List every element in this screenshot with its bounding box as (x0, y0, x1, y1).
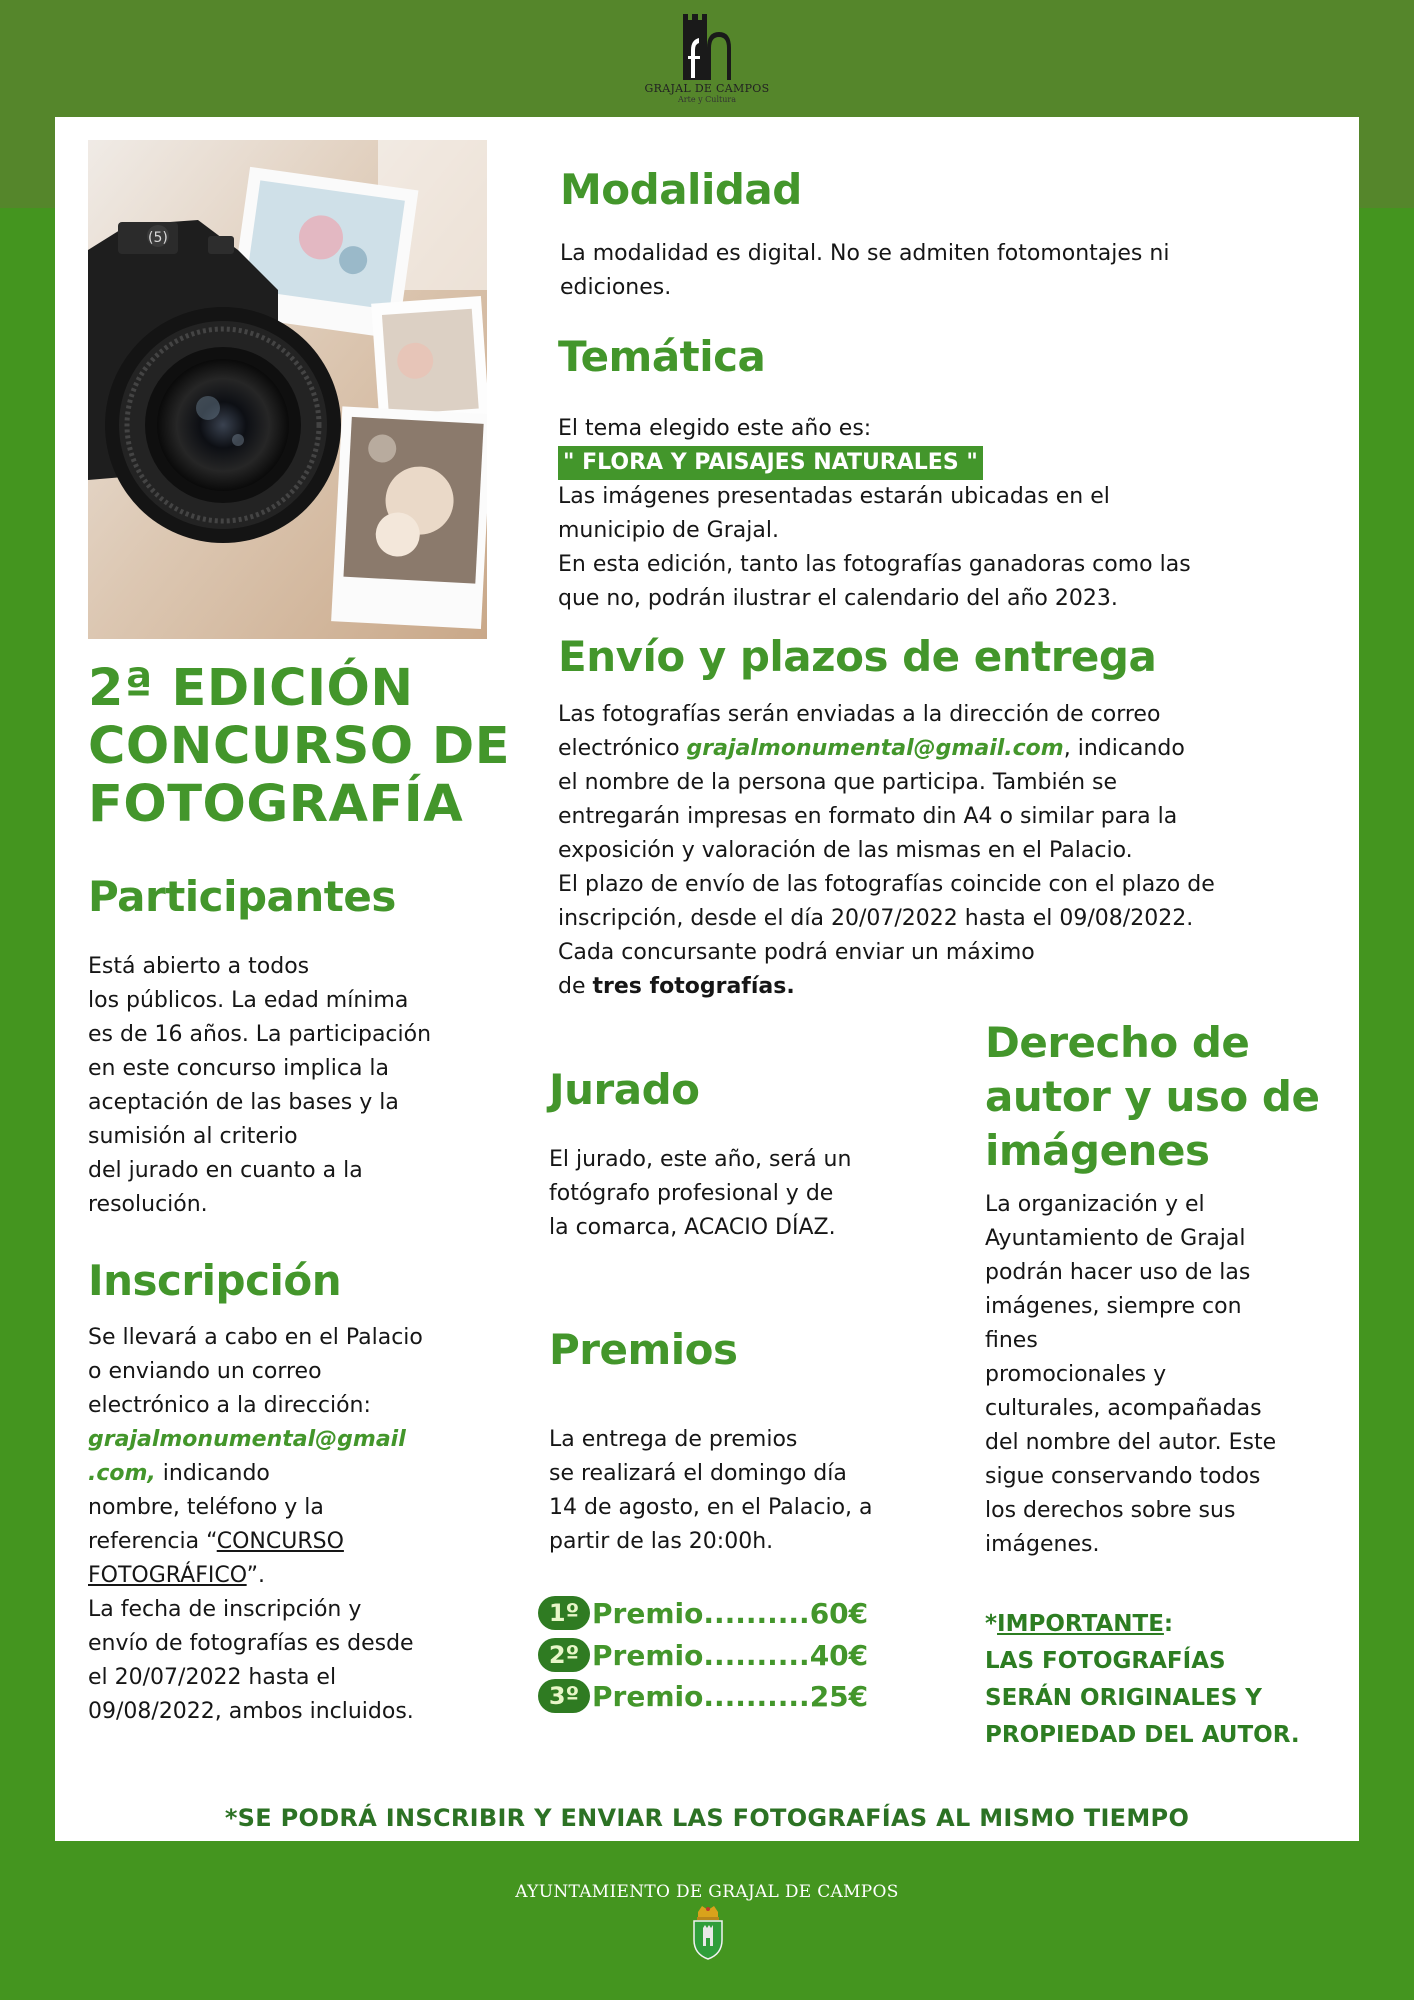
derecho-line: fines (985, 1328, 1038, 1353)
importante-line: SERÁN ORIGINALES Y (985, 1685, 1262, 1711)
derecho-text (985, 1188, 1335, 1562)
inscripcion-email-link-end[interactable]: .com, (88, 1461, 156, 1486)
premios-line: partir de las 20:00h. (549, 1529, 774, 1554)
concurso-reference: CONCURSO (216, 1529, 344, 1554)
derecho-heading-line: Derecho de (985, 1018, 1250, 1067)
inscripcion-line: La fecha de inscripción y (88, 1597, 362, 1622)
derecho-heading-line: autor y uso de (985, 1072, 1320, 1121)
title-line-3: FOTOGRAFÍA (88, 775, 464, 834)
importante-star: * (985, 1611, 998, 1637)
participantes-text (88, 950, 488, 1222)
tematica-line: Las imágenes presentadas estarán ubicadas en el (558, 484, 1110, 509)
derecho-line: promocionales y (985, 1362, 1167, 1387)
tematica-line: que no, podrán ilustrar el calendario del año 2023. (558, 586, 1118, 611)
participantes-line: sumisión al criterio (88, 1124, 298, 1149)
tematica-line: En esta edición, tanto las fotografías ganadoras como las (558, 552, 1191, 577)
prize-first (538, 1594, 868, 1632)
grajal-logo (636, 12, 778, 104)
derecho-line: culturales, acompañadas (985, 1396, 1262, 1421)
prize-second (538, 1636, 868, 1674)
premios-text (549, 1423, 929, 1559)
inscripcion-line: nombre, teléfono y la (88, 1495, 324, 1520)
derecho-line: sigue conservando todos (985, 1464, 1261, 1489)
jurado-line: El jurado, este año, será un (549, 1147, 852, 1172)
prize-rank-badge: 2º (538, 1638, 590, 1672)
envio-line: inscripción, desde el día 20/07/2022 hasta el 09/08/2022. (558, 906, 1194, 931)
participantes-line: en este concurso implica la (88, 1056, 390, 1081)
tematica-line: municipio de Grajal. (558, 518, 779, 543)
derecho-line: podrán hacer uso de las (985, 1260, 1251, 1285)
participantes-line: aceptación de las bases y la (88, 1090, 399, 1115)
derecho-heading (985, 1016, 1319, 1178)
importante-label: IMPORTANTE (997, 1611, 1164, 1637)
tematica-heading: Temática (558, 332, 766, 381)
camera-photo (88, 140, 487, 639)
premios-heading: Premios (549, 1325, 738, 1374)
jurado-line: la comarca, ACACIO DÍAZ. (549, 1215, 836, 1240)
inscripcion-line: electrónico a la dirección: (88, 1393, 371, 1418)
participantes-line: resolución. (88, 1192, 208, 1217)
derecho-line: del nombre del autor. Este (985, 1430, 1277, 1455)
prize-amount: Premio..........40€ (592, 1638, 869, 1672)
inscripcion-line: 09/08/2022, ambos incluidos. (88, 1699, 414, 1724)
envio-line: de (558, 974, 593, 999)
participantes-line: es de 16 años. La participación (88, 1022, 432, 1047)
envio-line: Cada concursante podrá enviar un máximo (558, 940, 1035, 965)
importante-notice (985, 1606, 1335, 1754)
tres-fotografias: tres fotografías. (592, 974, 795, 999)
participantes-line: del jurado en cuanto a la (88, 1158, 363, 1183)
derecho-line: Ayuntamiento de Grajal (985, 1226, 1246, 1251)
envio-heading: Envío y plazos de entrega (558, 632, 1157, 681)
inscripcion-line: envío de fotografías es desde (88, 1631, 414, 1656)
participantes-line: los públicos. La edad mínima (88, 988, 409, 1013)
inscripcion-heading: Inscripción (88, 1256, 342, 1305)
envio-line: , indicando (1063, 736, 1185, 761)
inscripcion-line: referencia “ (88, 1529, 217, 1554)
envio-line: el nombre de la persona que participa. También se (558, 770, 1118, 795)
importante-colon: : (1163, 1611, 1174, 1637)
envio-line: Las fotografías serán enviadas a la dirección de correo (558, 702, 1161, 727)
svg-text:(5): (5) (148, 230, 168, 246)
jurado-heading: Jurado (549, 1065, 700, 1114)
theme-highlight: " FLORA Y PAISAJES NATURALES " (558, 446, 983, 480)
tematica-line: El tema elegido este año es: (558, 416, 872, 441)
envio-line: exposición y valoración de las mismas en el Palacio. (558, 838, 1133, 863)
main-title (88, 660, 510, 834)
logo-subtitle: Arte y Cultura (678, 95, 736, 104)
modalidad-heading: Modalidad (560, 165, 802, 214)
envio-line: entregarán impresas en formato din A4 o similar para la (558, 804, 1178, 829)
tower-arch-icon (677, 12, 737, 80)
concurso-reference: FOTOGRÁFICO (88, 1563, 247, 1588)
inscripcion-line: el 20/07/2022 hasta el (88, 1665, 337, 1690)
premios-line: se realizará el domingo día (549, 1461, 847, 1486)
inscripcion-text (88, 1321, 488, 1729)
premios-line: 14 de agosto, en el Palacio, a (549, 1495, 873, 1520)
derecho-line: La organización y el (985, 1192, 1205, 1217)
prize-rank-badge: 3º (538, 1679, 590, 1713)
participantes-heading: Participantes (88, 872, 396, 921)
participantes-line: Está abierto a todos (88, 954, 310, 979)
envio-email-link[interactable]: grajalmonumental@gmail.com (686, 736, 1064, 761)
jurado-text (549, 1143, 909, 1245)
envio-line: electrónico (558, 736, 687, 761)
premios-line: La entrega de premios (549, 1427, 798, 1452)
derecho-line: imágenes. (985, 1532, 1100, 1557)
prize-amount: Premio..........25€ (592, 1679, 869, 1713)
modalidad-line: ediciones. (560, 275, 672, 300)
inscripcion-email-link[interactable]: grajalmonumental@gmail (88, 1427, 406, 1452)
derecho-line: imágenes, siempre con (985, 1294, 1242, 1319)
tematica-text (558, 412, 1318, 616)
modalidad-line: La modalidad es digital. No se admiten fotomontajes ni (560, 241, 1170, 266)
footer-note: *SE PODRÁ INSCRIBIR Y ENVIAR LAS FOTOGRAFÍAS AL MISMO TIEMPO (224, 1804, 1190, 1832)
inscripcion-line: o enviando un correo (88, 1359, 322, 1384)
title-line-2: CONCURSO DE (88, 717, 511, 776)
derecho-heading-line: imágenes (985, 1126, 1210, 1175)
derecho-line: los derechos sobre sus (985, 1498, 1236, 1523)
logo-name: GRAJAL DE CAMPOS (644, 82, 770, 95)
title-line-1: 2ª EDICIÓN (88, 659, 414, 718)
inscripcion-line: Se llevará a cabo en el Palacio (88, 1325, 423, 1350)
footer-organization: AYUNTAMIENTO DE GRAJAL DE CAMPOS (515, 1882, 899, 1902)
modalidad-text (560, 237, 1320, 305)
prize-amount: Premio..........60€ (592, 1596, 869, 1630)
inscripcion-line: ”. (246, 1563, 266, 1588)
coat-of-arms-icon (688, 1904, 728, 1960)
importante-line: LAS FOTOGRAFÍAS (985, 1648, 1226, 1674)
inscripcion-line: indicando (155, 1461, 270, 1486)
prize-third (538, 1677, 868, 1715)
prize-rank-badge: 1º (538, 1596, 590, 1630)
jurado-line: fotógrafo profesional y de (549, 1181, 834, 1206)
envio-line: El plazo de envío de las fotografías coincide con el plazo de (558, 872, 1215, 897)
envio-text (558, 698, 1338, 1004)
importante-line: PROPIEDAD DEL AUTOR. (985, 1722, 1300, 1748)
